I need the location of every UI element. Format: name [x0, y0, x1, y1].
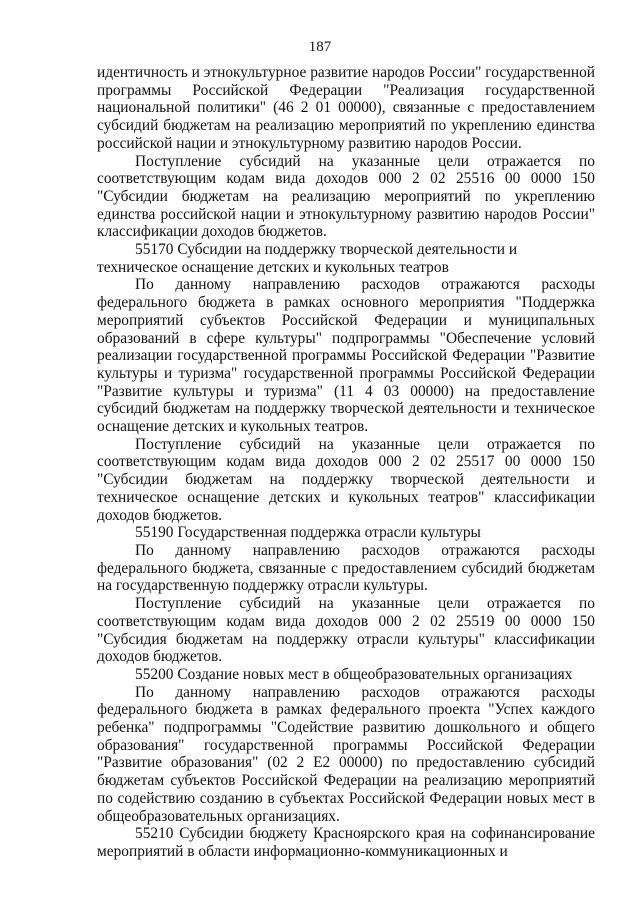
paragraph-income-note-55160: Поступление субсидий на указанные цели отражается по соответствующим кодам вида доходов 000 2 02 25516 00 0000 150 "Субсидии бюджетам на реализацию мероприятий по укреплению единства российской нации и этнокультурному развитию народов России" классификации доходов бюджетов.: [97, 152, 595, 241]
section-heading-55170: 55170 Субсидии на поддержку творческой деятельности и техническое оснащение детских и кукольных театров: [97, 241, 518, 276]
paragraph-expense-55170: По данному направлению расходов отражаются расходы федерального бюджета в рамках основного мероприятия "Поддержка мероприятий субъектов Российской Федерации и муниципальных образований в сфере культуры" подпрограммы "Обеспечение условий реализации государственной программы Российской Федерации "Развитие культуры и туризма" государственной программы Российской Федерации "Развитие культуры и туризма" (11 4 03 00000) на предоставление субсидий бюджетам на поддержку творческой деятельности и техническое оснащение детских и кукольных театров.: [97, 276, 595, 436]
document-body: [97, 64, 595, 861]
paragraph-expense-55200: По данному направлению расходов отражаются расходы федерального бюджета в рамках федерального проекта "Успех каждого ребенка" подпрограммы "Содействие развитию дошкольного и общего образования" государственной программы Российской Федерации "Развитие образования" (02 2 Е2 00000) по предоставлению субсидий бюджетам субъектов Российской Федерации на реализацию мероприятий по содействию созданию в субъектах Российской Федерации новых мест в общеобразовательных организациях.: [97, 683, 595, 825]
page-number: 187: [308, 39, 332, 55]
paragraph-expense-55190: По данному направлению расходов отражаются расходы федерального бюджета, связанные с предоставлением субсидий бюджетам на государственную поддержку отрасли культуры.: [97, 541, 595, 595]
section-heading-55200: 55200 Создание новых мест в общеобразовательных организациях: [135, 665, 573, 683]
paragraph-income-note-55190: Поступление субсидий на указанные цели отражается по соответствующим кодам вида доходов 000 2 02 25519 00 0000 150 "Субсидия бюджетам на поддержку отрасли культуры" классификации доходов бюджетов.: [97, 595, 595, 666]
paragraph-income-note-55170: Поступление субсидий на указанные цели отражается по соответствующим кодам вида доходов 000 2 02 25517 00 0000 150 "Субсидии бюджетам на поддержку творческой деятельности и техническое оснащение детских и кукольных театров" классификации доходов бюджетов.: [97, 435, 595, 524]
paragraph-continuation: идентичность и этнокультурное развитие народов России" государственной программы Российской Федерации "Реализация государственной национальной политики" (46 2 01 00000), связанные с предоставлением субсидий бюджетам на реализацию мероприятий по укреплению единства российской нации и этнокультурному развитию народов России.: [97, 64, 595, 152]
section-heading-55210: 55210 Субсидии бюджету Красноярского края на софинансирование мероприятий в области информационно-коммуникационных и: [97, 825, 595, 860]
section-heading-55190: 55190 Государственная поддержка отрасли культуры: [135, 524, 481, 542]
